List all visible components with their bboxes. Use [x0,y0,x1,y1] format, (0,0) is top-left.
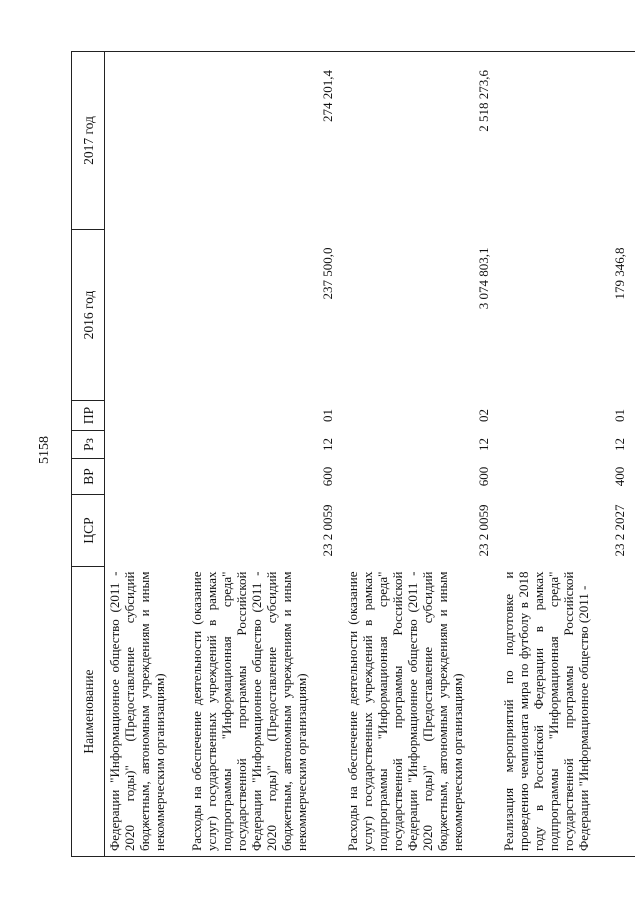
row-csr [105,495,188,567]
row-name: Реализация мероприятий по подготовке и проведению чемпионата мира по футболу в 2018 году в Российской Федерации в рамках подпрограммы "Информационная среда" государственной программы Российской Федерации "Информационное общество (2011 - [499,567,635,857]
col-header-csr: ЦСР [72,495,105,567]
row-2016 [105,230,188,401]
row-csr: 23 2 0059 [320,504,335,557]
table-row [499,52,635,857]
page-number-wrap [22,430,68,476]
row-2016: 179 346,8 [612,247,627,300]
row-rz: 12 [612,438,627,451]
page-number: 5158 [37,436,52,464]
table-row [187,52,343,857]
row-csr: 23 2 0059 [476,504,491,557]
row-2017 [105,52,188,230]
row-2016: 3 074 803,1 [476,247,491,310]
rotated-page [71,52,627,857]
budget-table [71,51,635,857]
row-name: Федерации "Информационное общество (2011 - 2020 годы)" (Предоставление субсидий бюджетным, автономным учреждениям и иным некоммерческим организациям) [105,567,188,857]
table-row [343,52,499,857]
col-header-pr: ПР [72,401,105,431]
col-header-rz: Рз [72,431,105,459]
row-pr [105,401,188,431]
table-row [105,52,188,857]
row-csr: 23 2 2027 [612,504,627,557]
col-header-2017: 2017 год [72,52,105,230]
row-rz [105,431,188,459]
col-header-2016: 2016 год [72,230,105,401]
row-pr: 01 [320,409,335,422]
row-2016: 237 500,0 [320,247,335,300]
row-pr: 02 [476,409,491,422]
col-header-vr: ВР [72,459,105,495]
row-vr: 400 [612,466,627,487]
row-name: Расходы на обеспечение деятельности (оказание услуг) государственных учреждений в рамках подпрограммы "Информационная среда" государственной программы Российской Федерации "Информационное общество (2011 - 2020 годы)" (Предоставление субсидий бюджетным, автономным учреждениям и иным некоммерческим организациям) [187,567,343,857]
row-rz: 12 [476,438,491,451]
row-name: Расходы на обеспечение деятельности (оказание услуг) государственных учреждений в рамках подпрограммы "Информационная среда" государственной программы Российской Федерации "Информационное общество (2011 - 2020 годы)" (Предоставление субсидий бюджетным, автономным учреждениям и иным некоммерческим организациям) [343,567,499,857]
row-vr: 600 [476,466,491,487]
row-vr: 600 [320,466,335,487]
row-2017: 274 201,4 [187,52,343,230]
header-row [72,52,105,857]
row-2017: 2 518 273,6 [343,52,499,230]
row-vr [105,459,188,495]
col-header-name: Наименование [72,567,105,857]
row-pr: 01 [612,409,627,422]
row-rz: 12 [320,438,335,451]
row-2017 [499,52,635,230]
